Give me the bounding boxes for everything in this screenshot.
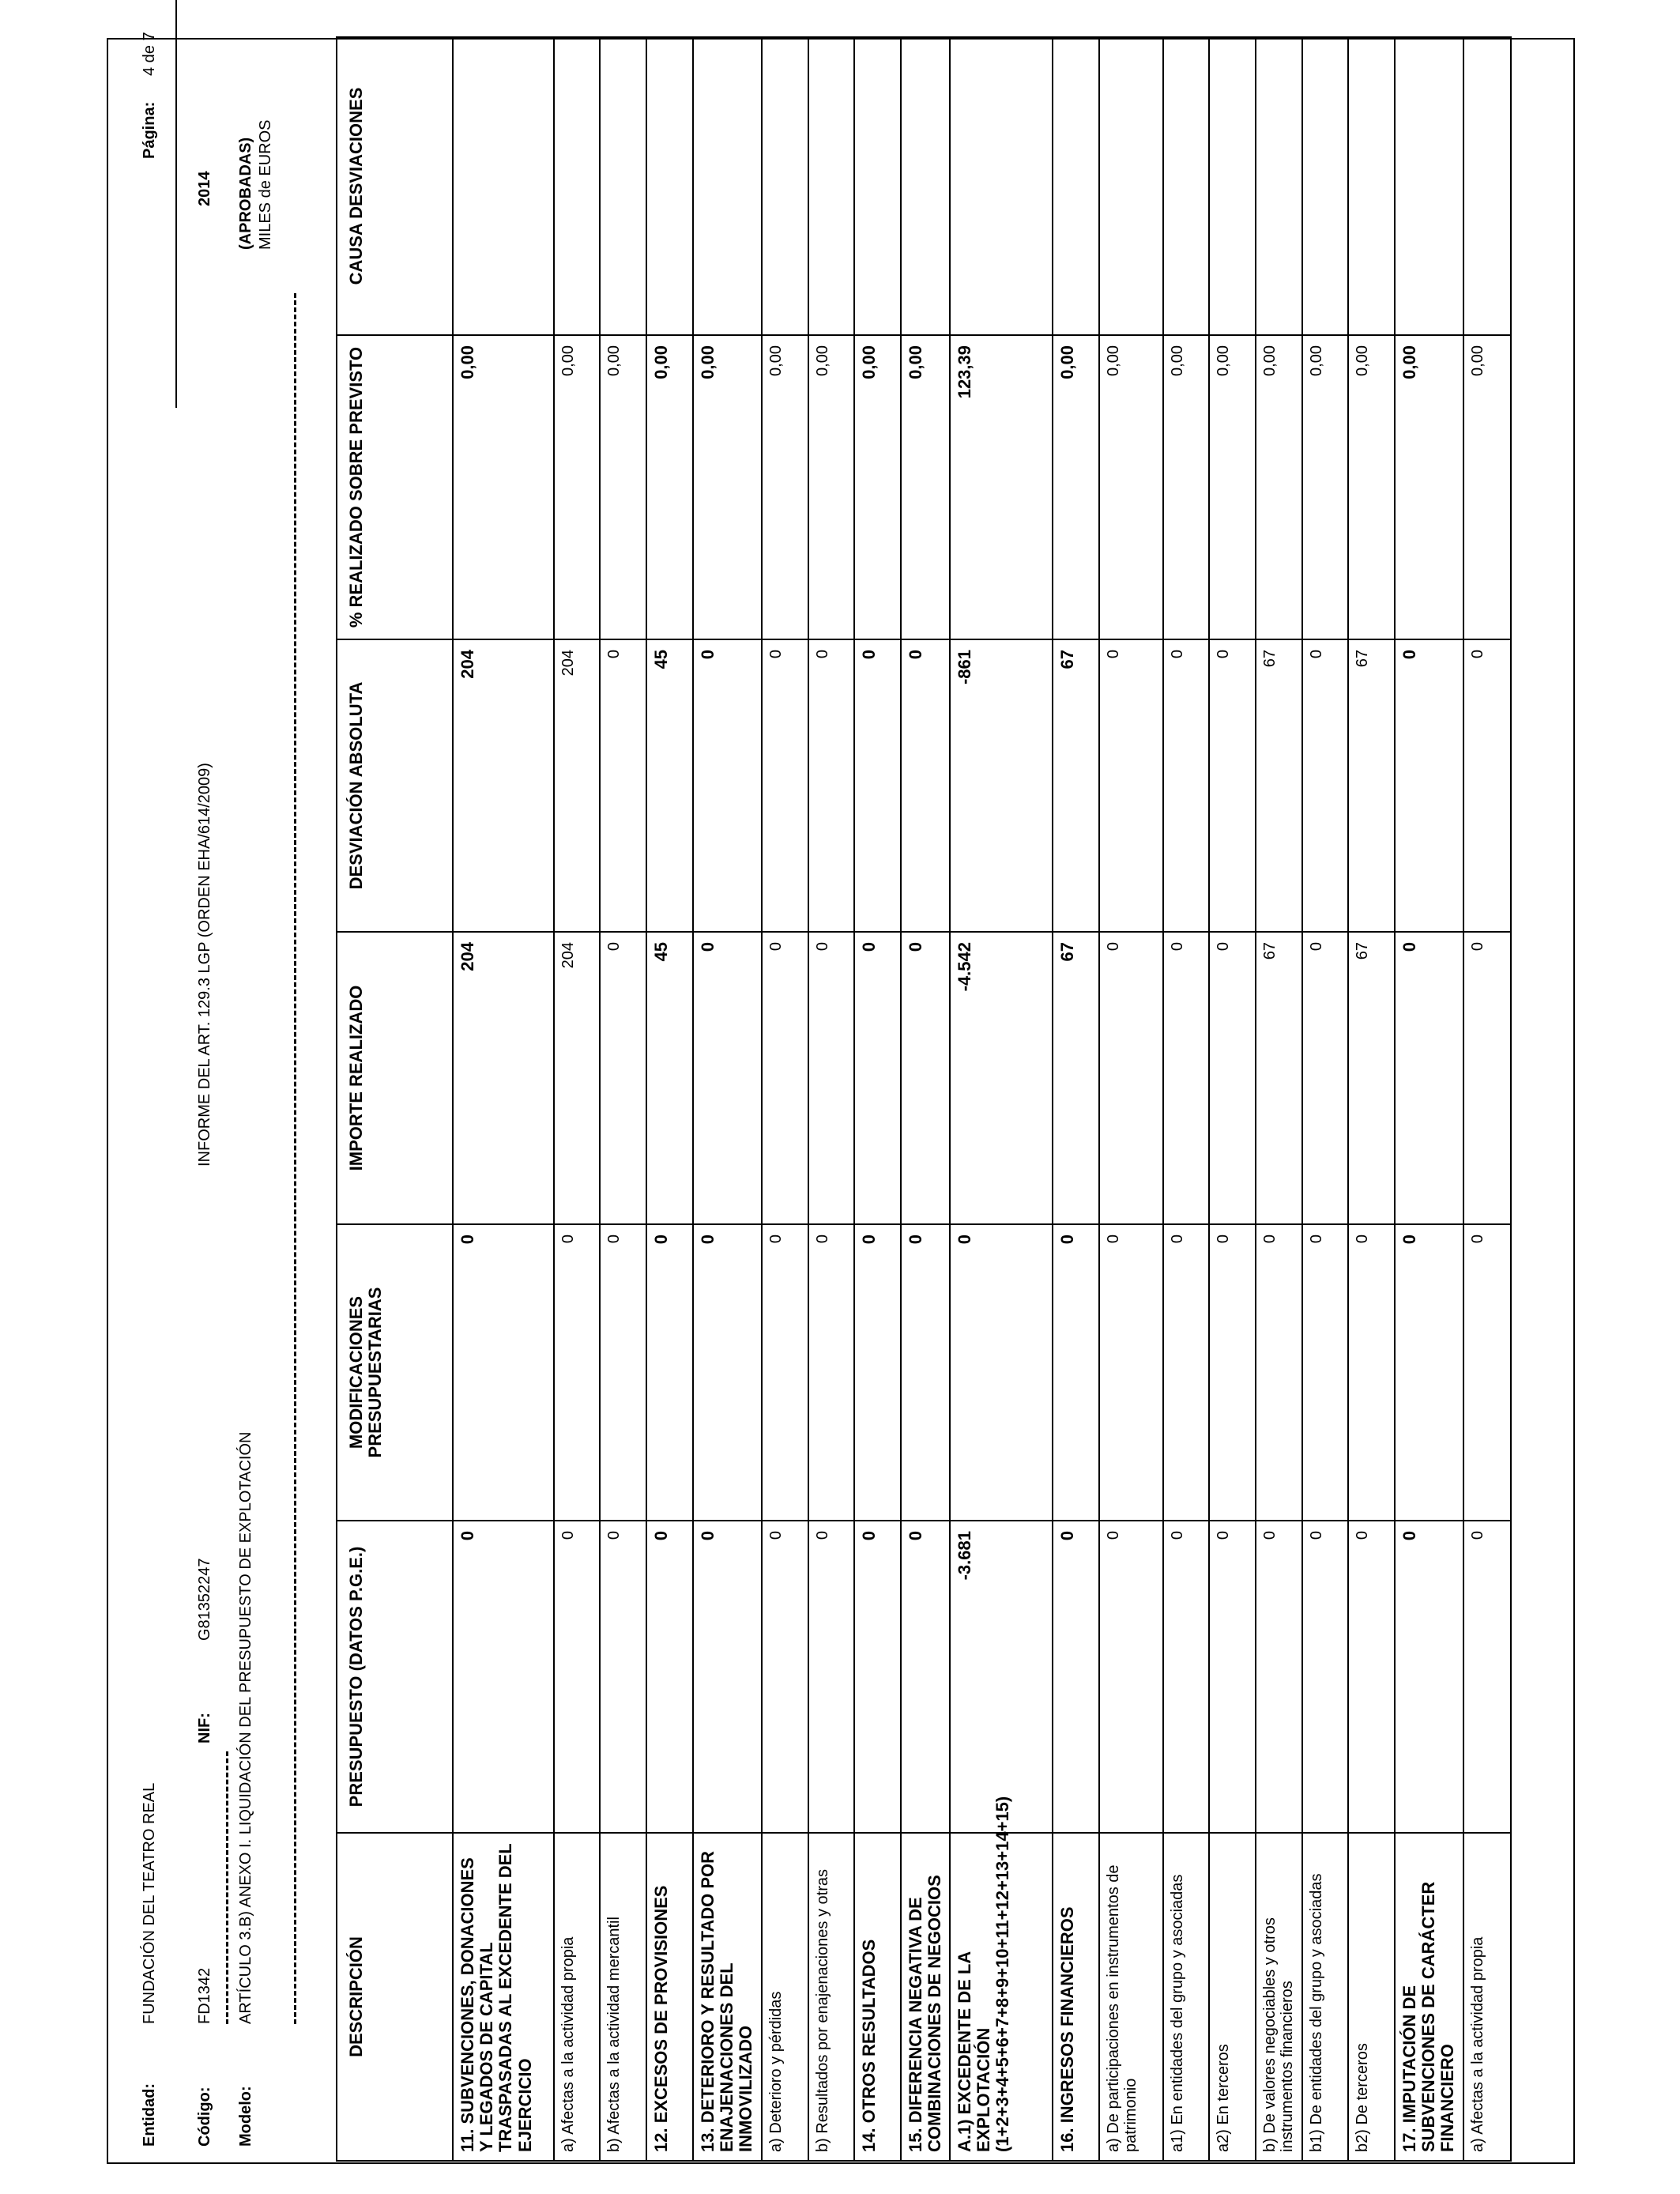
cell-porcentaje: 0,00 <box>646 335 693 639</box>
cell-importe: 45 <box>646 932 693 1224</box>
cell-modificaciones: 0 <box>1463 1224 1511 1521</box>
cell-porcentaje: 0,00 <box>554 335 600 639</box>
cell-desviacion: 0 <box>1395 639 1463 932</box>
liquidacion-table <box>336 36 1512 2162</box>
cell-importe: 0 <box>1209 932 1256 1224</box>
cell-modificaciones: 0 <box>1302 1224 1348 1521</box>
cell-causa <box>901 37 950 335</box>
cell-descripcion: 14. OTROS RESULTADOS <box>854 1833 901 2161</box>
cell-modificaciones: 0 <box>1209 1224 1256 1521</box>
cell-desviacion: 0 <box>693 639 762 932</box>
cell-modificaciones: 0 <box>646 1224 693 1521</box>
table-row <box>1348 37 1395 2161</box>
informe-title: INFORME DEL ART. 129.3 LGP (ORDEN EHA/614/2009) <box>196 763 213 1167</box>
cell-desviacion: 67 <box>1348 639 1395 932</box>
table-row <box>854 37 901 2161</box>
cell-causa <box>950 37 1053 335</box>
cell-desviacion: 0 <box>1209 639 1256 932</box>
cell-descripcion: 12. EXCESOS DE PROVISIONES <box>646 1833 693 2161</box>
cell-modificaciones: 0 <box>950 1224 1053 1521</box>
cell-importe: 0 <box>808 932 854 1224</box>
cell-desviacion: 0 <box>1463 639 1511 932</box>
cell-presupuesto: 0 <box>646 1521 693 1833</box>
cell-causa <box>646 37 693 335</box>
cell-descripcion: b2) De terceros <box>1348 1833 1395 2161</box>
table-row <box>808 37 854 2161</box>
cell-modificaciones: 0 <box>453 1224 554 1521</box>
entidad-label: Entidad: <box>141 2083 158 2147</box>
cell-presupuesto: 0 <box>901 1521 950 1833</box>
cell-presupuesto: 0 <box>762 1521 808 1833</box>
codigo-dash-rule <box>226 1751 228 2024</box>
cell-descripcion: b1) De entidades del grupo y asociadas <box>1302 1833 1348 2161</box>
cell-causa <box>600 37 646 335</box>
cell-porcentaje: 0,00 <box>1053 335 1099 639</box>
cell-descripcion: b) Afectas a la actividad mercantil <box>600 1833 646 2161</box>
modelo-dash-rule <box>294 293 296 2024</box>
cell-modificaciones: 0 <box>1053 1224 1099 1521</box>
cell-importe: 0 <box>901 932 950 1224</box>
cell-presupuesto: 0 <box>1053 1521 1099 1833</box>
cell-modificaciones: 0 <box>1099 1224 1163 1521</box>
cell-porcentaje: 0,00 <box>762 335 808 639</box>
cell-presupuesto: 0 <box>808 1521 854 1833</box>
col-header-desviacion: DESVIACIÓN ABSOLUTA <box>337 639 453 932</box>
cell-importe: 0 <box>1395 932 1463 1224</box>
table-header-row <box>337 37 453 2161</box>
cell-causa <box>1463 37 1511 335</box>
cell-descripcion: a) Deterioro y pérdidas <box>762 1833 808 2161</box>
col-header-porcentaje: % REALIZADO SOBRE PREVISTO <box>337 335 453 639</box>
table-row <box>1395 37 1463 2161</box>
cell-descripcion: 13. DETERIORO Y RESULTADO POR ENAJENACIONES DEL INMOVILIZADO <box>693 1833 762 2161</box>
cell-importe: 204 <box>554 932 600 1224</box>
cell-modificaciones: 0 <box>808 1224 854 1521</box>
cell-descripcion: 16. INGRESOS FINANCIEROS <box>1053 1833 1099 2161</box>
table-row <box>1256 37 1302 2161</box>
cell-descripcion: a) Afectas a la actividad propia <box>1463 1833 1511 2161</box>
cell-modificaciones: 0 <box>554 1224 600 1521</box>
cell-desviacion: 45 <box>646 639 693 932</box>
table-row <box>1163 37 1209 2161</box>
miles-label: MILES de EUROS <box>257 119 274 250</box>
cell-presupuesto: 0 <box>1163 1521 1209 1833</box>
table-row <box>453 37 554 2161</box>
codigo-label: Código: <box>196 2087 213 2147</box>
cell-descripcion: 15. DIFERENCIA NEGATIVA DE COMBINACIONES DE NEGOCIOS <box>901 1833 950 2161</box>
cell-causa <box>762 37 808 335</box>
table-row <box>554 37 600 2161</box>
cell-importe: 0 <box>693 932 762 1224</box>
year: 2014 <box>196 171 213 206</box>
cell-importe: 0 <box>1302 932 1348 1224</box>
cell-causa <box>1099 37 1163 335</box>
nif-value: G81352247 <box>196 1558 213 1641</box>
table-row <box>1053 37 1099 2161</box>
col-header-causa: CAUSA DESVIACIONES <box>337 37 453 335</box>
cell-desviacion: 204 <box>453 639 554 932</box>
cell-importe: 204 <box>453 932 554 1224</box>
cell-porcentaje: 0,00 <box>1099 335 1163 639</box>
cell-causa <box>453 37 554 335</box>
cell-causa <box>1302 37 1348 335</box>
cell-importe: 0 <box>854 932 901 1224</box>
cell-importe: 67 <box>1256 932 1302 1224</box>
cell-importe: 67 <box>1053 932 1099 1224</box>
cell-desviacion: 0 <box>1099 639 1163 932</box>
cell-presupuesto: 0 <box>693 1521 762 1833</box>
table-row <box>901 37 950 2161</box>
cell-porcentaje: 0,00 <box>600 335 646 639</box>
modelo-label: Modelo: <box>237 2086 254 2147</box>
cell-presupuesto: 0 <box>854 1521 901 1833</box>
table-row <box>1302 37 1348 2161</box>
nif-label: NIF: <box>196 1713 213 1744</box>
cell-presupuesto: 0 <box>554 1521 600 1833</box>
cell-importe: 0 <box>1099 932 1163 1224</box>
cell-presupuesto: 0 <box>1463 1521 1511 1833</box>
cell-porcentaje: 0,00 <box>1163 335 1209 639</box>
table-row <box>600 37 646 2161</box>
cell-causa <box>1395 37 1463 335</box>
aprobadas-label: (APROBADAS) <box>237 137 254 250</box>
table-row <box>646 37 693 2161</box>
header-rule <box>175 0 177 408</box>
pagina-label: Página: <box>141 101 158 159</box>
cell-presupuesto: 0 <box>1302 1521 1348 1833</box>
cell-modificaciones: 0 <box>1348 1224 1395 1521</box>
cell-desviacion: 204 <box>554 639 600 932</box>
cell-porcentaje: 0,00 <box>693 335 762 639</box>
cell-modificaciones: 0 <box>1256 1224 1302 1521</box>
pagina-value: 4 de 7 <box>141 32 158 76</box>
table-row <box>693 37 762 2161</box>
cell-desviacion: 0 <box>1302 639 1348 932</box>
cell-descripcion: b) Resultados por enajenaciones y otras <box>808 1833 854 2161</box>
col-header-presupuesto: PRESUPUESTO (DATOS P.G.E.) <box>337 1521 453 1833</box>
cell-descripcion: a1) En entidades del grupo y asociadas <box>1163 1833 1209 2161</box>
entidad-value: FUNDACIÓN DEL TEATRO REAL <box>141 1782 158 2024</box>
cell-porcentaje: 0,00 <box>1348 335 1395 639</box>
cell-descripcion: a2) En terceros <box>1209 1833 1256 2161</box>
cell-presupuesto: 0 <box>1099 1521 1163 1833</box>
cell-importe: -4.542 <box>950 932 1053 1224</box>
cell-causa <box>1348 37 1395 335</box>
cell-desviacion: 67 <box>1256 639 1302 932</box>
cell-descripcion: 17. IMPUTACIÓN DE SUBVENCIONES DE CARÁCTER FINANCIERO <box>1395 1833 1463 2161</box>
modelo-value: ARTÍCULO 3.B) ANEXO I. LIQUIDACIÓN DEL PRESUPUESTO DE EXPLOTACIÓN <box>237 1431 254 2024</box>
cell-causa <box>1256 37 1302 335</box>
cell-presupuesto: 0 <box>1348 1521 1395 1833</box>
codigo-value: FD1342 <box>196 1967 213 2024</box>
table-row <box>1463 37 1511 2161</box>
cell-causa <box>554 37 600 335</box>
cell-porcentaje: 0,00 <box>1395 335 1463 639</box>
cell-descripcion: a) De participaciones en instrumentos de patrimonio <box>1099 1833 1163 2161</box>
cell-modificaciones: 0 <box>1395 1224 1463 1521</box>
table-body <box>453 37 1511 2161</box>
table-row <box>950 37 1053 2161</box>
cell-porcentaje: 0,00 <box>1209 335 1256 639</box>
cell-desviacion: 0 <box>808 639 854 932</box>
cell-porcentaje: 0,00 <box>808 335 854 639</box>
col-header-importe: IMPORTE REALIZADO <box>337 932 453 1224</box>
cell-porcentaje: 123,39 <box>950 335 1053 639</box>
cell-modificaciones: 0 <box>854 1224 901 1521</box>
cell-causa <box>693 37 762 335</box>
cell-importe: 67 <box>1348 932 1395 1224</box>
table-row <box>1209 37 1256 2161</box>
cell-causa <box>1163 37 1209 335</box>
col-header-modificaciones: MODIFICACIONES PRESUPUESTARIAS <box>337 1224 453 1521</box>
cell-modificaciones: 0 <box>600 1224 646 1521</box>
cell-porcentaje: 0,00 <box>1463 335 1511 639</box>
cell-causa <box>854 37 901 335</box>
cell-porcentaje: 0,00 <box>1256 335 1302 639</box>
cell-causa <box>1209 37 1256 335</box>
cell-presupuesto: 0 <box>1256 1521 1302 1833</box>
table-row <box>1099 37 1163 2161</box>
cell-porcentaje: 0,00 <box>1302 335 1348 639</box>
cell-desviacion: -861 <box>950 639 1053 932</box>
cell-desviacion: 0 <box>854 639 901 932</box>
cell-modificaciones: 0 <box>693 1224 762 1521</box>
cell-modificaciones: 0 <box>762 1224 808 1521</box>
cell-presupuesto: 0 <box>453 1521 554 1833</box>
cell-descripcion: a) Afectas a la actividad propia <box>554 1833 600 2161</box>
cell-presupuesto: 0 <box>1209 1521 1256 1833</box>
cell-porcentaje: 0,00 <box>901 335 950 639</box>
cell-importe: 0 <box>1163 932 1209 1224</box>
cell-importe: 0 <box>1463 932 1511 1224</box>
cell-desviacion: 0 <box>901 639 950 932</box>
cell-modificaciones: 0 <box>1163 1224 1209 1521</box>
cell-desviacion: 67 <box>1053 639 1099 932</box>
table-row <box>762 37 808 2161</box>
cell-descripcion: 11. SUBVENCIONES, DONACIONES Y LEGADOS DE CAPITAL TRASPASADAS AL EXCEDENTE DEL EJERCICIO <box>453 1833 554 2161</box>
cell-causa <box>808 37 854 335</box>
cell-presupuesto: 0 <box>1395 1521 1463 1833</box>
col-header-descripcion: DESCRIPCIÓN <box>337 1833 453 2161</box>
cell-porcentaje: 0,00 <box>453 335 554 639</box>
cell-importe: 0 <box>600 932 646 1224</box>
cell-desviacion: 0 <box>762 639 808 932</box>
cell-desviacion: 0 <box>1163 639 1209 932</box>
cell-presupuesto: -3.681 <box>950 1521 1053 1833</box>
cell-presupuesto: 0 <box>600 1521 646 1833</box>
cell-importe: 0 <box>762 932 808 1224</box>
cell-modificaciones: 0 <box>901 1224 950 1521</box>
cell-desviacion: 0 <box>600 639 646 932</box>
cell-porcentaje: 0,00 <box>854 335 901 639</box>
cell-descripcion: b) De valores negociables y otros instrumentos financieros <box>1256 1833 1302 2161</box>
cell-causa <box>1053 37 1099 335</box>
cell-descripcion: A.1) EXCEDENTE DE LA EXPLOTACIÓN (1+2+3+4+5+6+7+8+9+10+11+12+13+14+15) <box>950 1833 1053 2161</box>
